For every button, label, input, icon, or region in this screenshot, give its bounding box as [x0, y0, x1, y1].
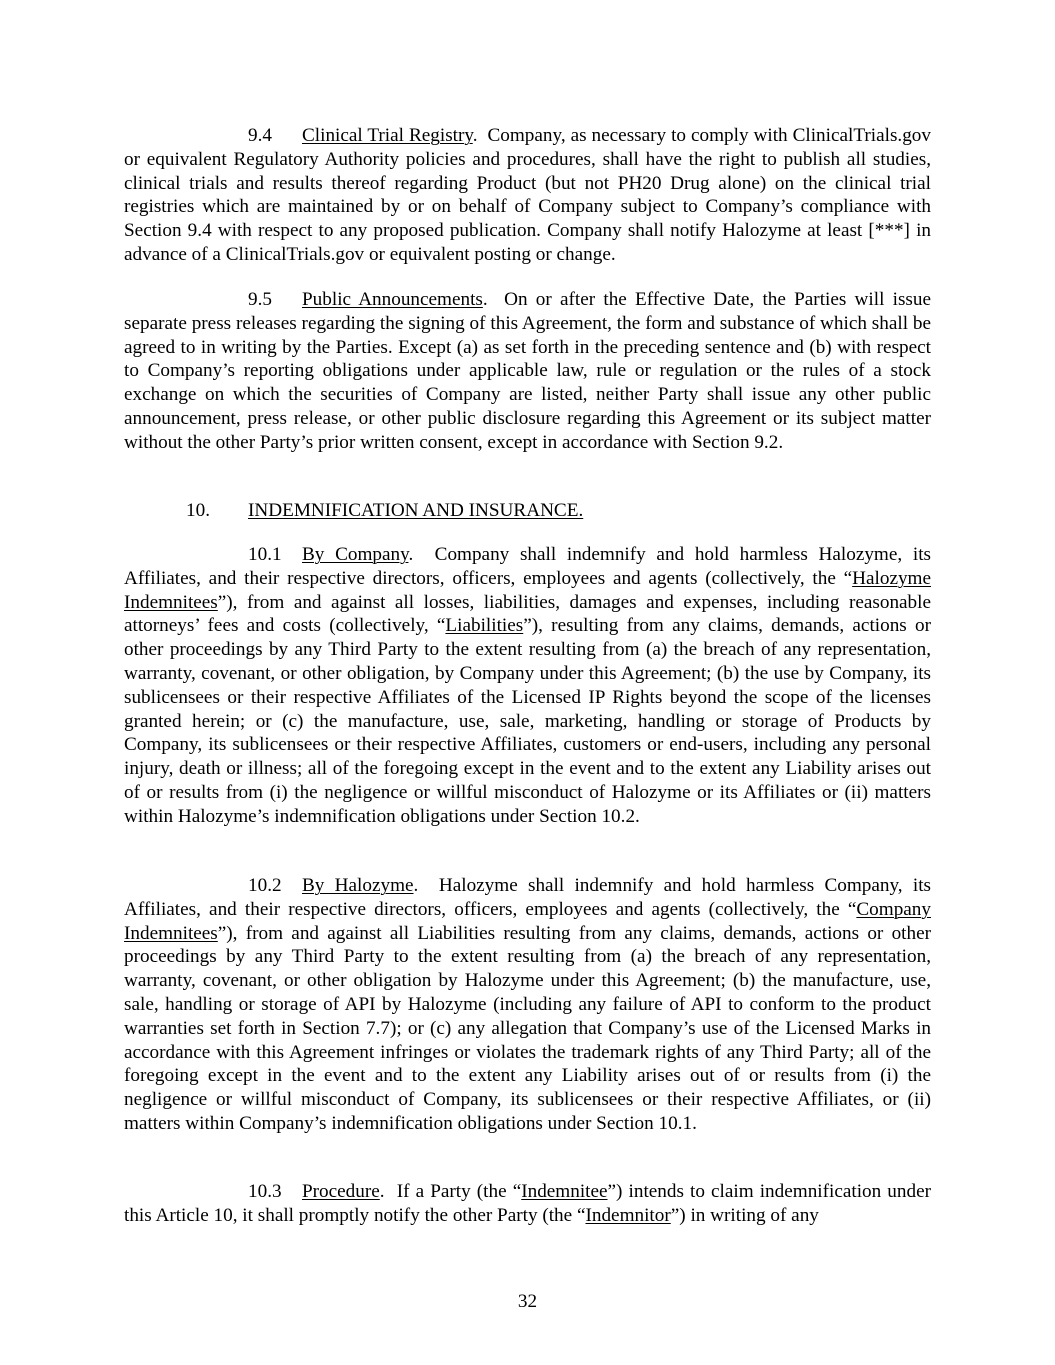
section-title: By Company — [302, 544, 409, 565]
section-10-1 — [124, 543, 931, 829]
section-9-5 — [124, 288, 931, 455]
section-10-3 — [124, 1180, 931, 1228]
section-body-part-2: ”), from and against all losses, liabilities, damages and expenses, including reasonable attorneys’ fees and costs (collectively, “ — [124, 591, 931, 637]
title-punctuation: . — [408, 544, 435, 565]
title-punctuation: . — [413, 875, 439, 896]
defined-term: Indemnitor — [585, 1204, 671, 1226]
section-body-part-2: ”), from and against all Liabilities resulting from any claims, demands, actions or other proceedings by any Third Party to the extent resulting from (a) the breach of any representation, warranty, covenant, or other obligation by Halozyme under this Agreement; (b) the manufacture, use, sale, handling or storage of API by Halozyme (including any failure of API to conform to the product warranties set forth in Section 7.7); or (c) any allegation that Company’s use of the Licensed Marks in accordance with this Agreement infringes or violates the trademark rights of any Third Party; all of the foregoing except in the event and to the extent any Liability arises out of or results from (i) the negligence or willful misconduct of Company, its sublicensees or their respective Affiliates, or (ii) matters within Company’s indemnification obligations under Section 10.1. — [124, 922, 931, 1134]
article-title: INDEMNIFICATION AND INSURANCE. — [248, 500, 584, 521]
title-punctuation: . — [472, 125, 488, 146]
page-number: 32 — [517, 1291, 538, 1312]
section-number: 9.5 — [248, 289, 272, 310]
section-body: Company, as necessary to comply with ClinicalTrials.gov or equivalent Regulatory Authority policies and procedures, shall have the right to publish all studies, clinical trials and results thereof regarding Product (but not PH20 Drug alone) on the clinical trial registries which are maintained by or on behalf of Company subject to Company’s compliance with Section 9.4 with respect to any proposed publication. Company shall notify Halozyme at least [***] in advance of a ClinicalTrials.gov or equivalent posting or change. — [124, 125, 931, 265]
section-body-part-2: ”) intends to claim indemnification under this Article 10, it shall promptly notify the other Party (the “ — [124, 1181, 931, 1226]
section-body-part-1: If a Party (the “ — [396, 1181, 522, 1202]
section-number: 10.1 — [248, 544, 282, 565]
defined-term: Company Indemnitees — [124, 898, 931, 944]
article-number: 10. — [186, 500, 210, 521]
article-10-heading — [186, 499, 583, 523]
section-body-part-3: ”) in writing of any — [670, 1204, 819, 1226]
section-number: 10.3 — [248, 1181, 282, 1202]
defined-term: Liabilities — [445, 615, 524, 637]
section-body-part-1: Halozyme shall indemnify and hold harmless Company, its Affiliates, and their respective directors, officers, employees and agents (collectively, the “ — [124, 875, 931, 920]
section-title: Procedure — [302, 1181, 380, 1202]
title-punctuation: . — [379, 1181, 397, 1202]
section-9-4 — [124, 124, 931, 267]
section-number: 9.4 — [248, 125, 272, 146]
title-punctuation: . — [482, 289, 505, 310]
section-body-part-3: ”), resulting from any claims, demands, actions or other proceedings by any Third Party to the extent resulting from (a) the breach of any representation, warranty, covenant, or other obligation, by Company under this Agreement; (b) the use by Company, its sublicensees or their respective Affiliates of the Licensed IP Rights beyond the scope of the licenses granted herein; or (c) the manufacture, use, sale, marketing, handling or storage of Products by Company, its sublicensees or their respective Affiliates, customers or end-users, including any personal injury, death or illness; all of the foregoing except in the event and to the extent any Liability arises out of or results from (i) the negligence or willful misconduct of Halozyme or its Affiliates or (ii) matters within Halozyme’s indemnification obligations under Section 10.2. — [124, 615, 931, 827]
section-title: Clinical Trial Registry — [302, 125, 473, 146]
section-number: 10.2 — [248, 875, 282, 896]
defined-term: Halozyme Indemnitees — [124, 567, 931, 613]
section-title: Public Announcements — [302, 289, 483, 310]
section-body: On or after the Effective Date, the Parties will issue separate press releases regarding the signing of this Agreement, the form and substance of which shall be agreed to in writing by the Parties. Except (a) as set forth in the preceding sentence and (b) with respect to Company’s reporting obligations under applicable law, rule or regulation or the rules of a stock exchange on which the securities of Company are listed, neither Party shall issue any other public announcement, press release, or other public disclosure regarding this Agreement or its subject matter without the other Party’s prior written consent, except in accordance with Section 9.2. — [124, 289, 932, 453]
section-body-part-1: Company shall indemnify and hold harmless Halozyme, its Affiliates, and their respective directors, officers, employees and agents (collectively, the “ — [124, 544, 931, 589]
section-title: By Halozyme — [302, 875, 414, 896]
defined-term: Indemnitee — [521, 1181, 608, 1202]
section-10-2 — [124, 874, 931, 1136]
